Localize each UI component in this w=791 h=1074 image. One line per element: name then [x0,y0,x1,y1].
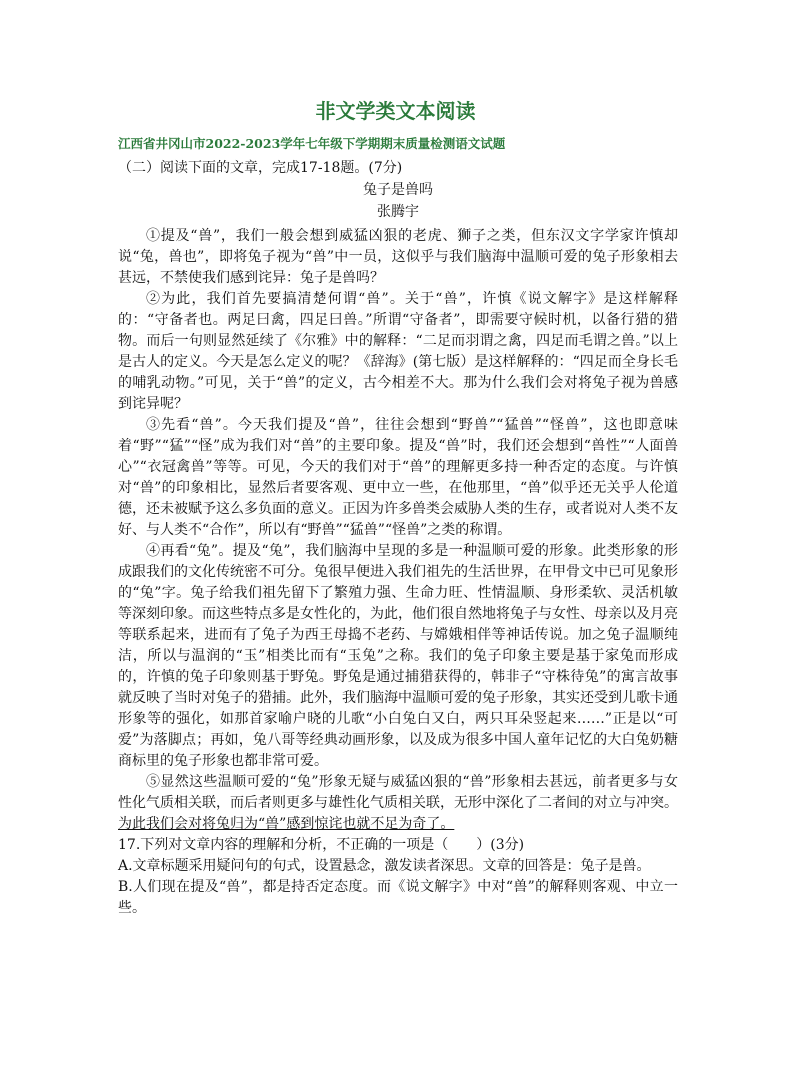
paragraph-2: ②为此，我们首先要搞清楚何谓“兽”。关于“兽”，许慎《说文解字》是这样解释的：“守备者也。两足曰禽，四足曰兽。”所谓“守备者”，即需要守候时机，以备行猎的猎物。而后一句则显然延续了《尔雅》中的解释：“二足而羽谓之禽，四足而毛谓之兽。”以上是古人的定义。今天是怎么定义的呢？《辞海》(第七版）是这样解释的：“四足而全身长毛的哺乳动物。”可见，关于“兽”的定义，古今相差不大。那为什么我们会对将兔子视为兽感到诧异呢？ [118,291,678,412]
page-title: 非文学类文本阅读 [315,99,476,123]
exam-source: 江西省井冈山市2022-2023学年七年级下学期期末质量检测语文试题 [118,136,506,151]
article-title: 兔子是兽吗 [363,182,433,198]
instruction: （二）阅读下面的文章，完成17-18题。(7分) [118,160,403,176]
paragraph-4: ④再看“兔”。提及“兔”，我们脑海中呈现的多是一种温顺可爱的形象。此类形象的形成跟我们的文化传统密不可分。兔很早便进入我们祖先的生活世界，在甲骨文中已可见象形的“兔”字。兔子给我们祖先留下了繁殖力强、生命力旺、性情温顺、身形柔软、灵活机敏等深刻印象。而这些特点多是女性化的，为此，他们很自然地将兔子与女性、母亲以及月亮等联系起来，进而有了兔子为西王母捣不老药、与嫦娥相伴等神话传说。加之兔子温顺纯洁，所以与温润的“玉”相类比而有“玉兔”之称。我们的兔子印象主要是基于家兔而形成的，许慎的兔子印象则基于野兔。野兔是通过捕猎获得的，韩非子“守株待兔”的寓言故事就反映了当时对兔子的猎捕。此外，我们脑海中温顺可爱的兔子形象，其实还受到儿歌卡通形象等的强化，如那首家喻户晓的儿歌“小白兔白又白，两只耳朵竖起来……”正是以“可爱”为落脚点；再如，兔八哥等经典动画形象，以及成为很多中国人童年记忆的大白兔奶糖商标里的兔子形象也都非常可爱。 [118,543,678,769]
paragraph-5-text: ⑤显然这些温顺可爱的“兔”形象无疑与威猛凶狠的“兽”形象相去甚远，前者更多与女性化气质相关联，而后者则更多与雄性化气质相关联，无形中深化了二者间的对立与冲突。 [118,774,678,811]
option-b: B.人们现在提及“兽”，都是持否定态度。而《说文解字》中对“兽”的解释则客观、中立一些。 [118,879,678,916]
paragraph-5 [118,772,678,835]
underlined-sentence: 为此我们会对将兔归为“兽”感到惊诧也就不足为奇了。 [118,816,455,832]
article-author: 张腾宇 [377,204,419,220]
article-body [118,226,678,919]
paragraph-3: ③先看“兽”。今天我们提及“兽”，往往会想到“野兽”“猛兽”“怪兽”，这也即意味着“野”“猛”“怪”成为我们对“兽”的主要印象。提及“兽”时，我们还会想到“兽性”“人面兽心”“衣冠禽兽”等等。可见，今天的我们对于“兽”的理解更多持一种否定的态度。与许慎对“兽”的印象相比，显然后者要客观、更中立一些，在他那里，“兽”似乎还无关乎人伦道德，还未被赋予这么多负面的意义。正因为许多兽类会威胁人类的生存，或者说对人类不友好、与人类不“合作”，所以有“野兽”“猛兽”“怪兽”之类的称谓。 [118,417,678,538]
question-17: 17.下列对文章内容的理解和分析，不正确的一项是（ ）(3分) [118,837,525,853]
option-a: A.文章标题采用疑问句的句式，设置悬念，激发读者深思。文章的回答是：兔子是兽。 [118,858,651,874]
paragraph-1: ①提及“兽”，我们一般会想到威猛凶狠的老虎、狮子之类，但东汉文字学家许慎却说“兔，兽也”，即将兔子视为“兽”中一员，这似乎与我们脑海中温顺可爱的兔子形象相去甚远，不禁使我们感到诧异：兔子是兽吗？ [118,228,678,286]
